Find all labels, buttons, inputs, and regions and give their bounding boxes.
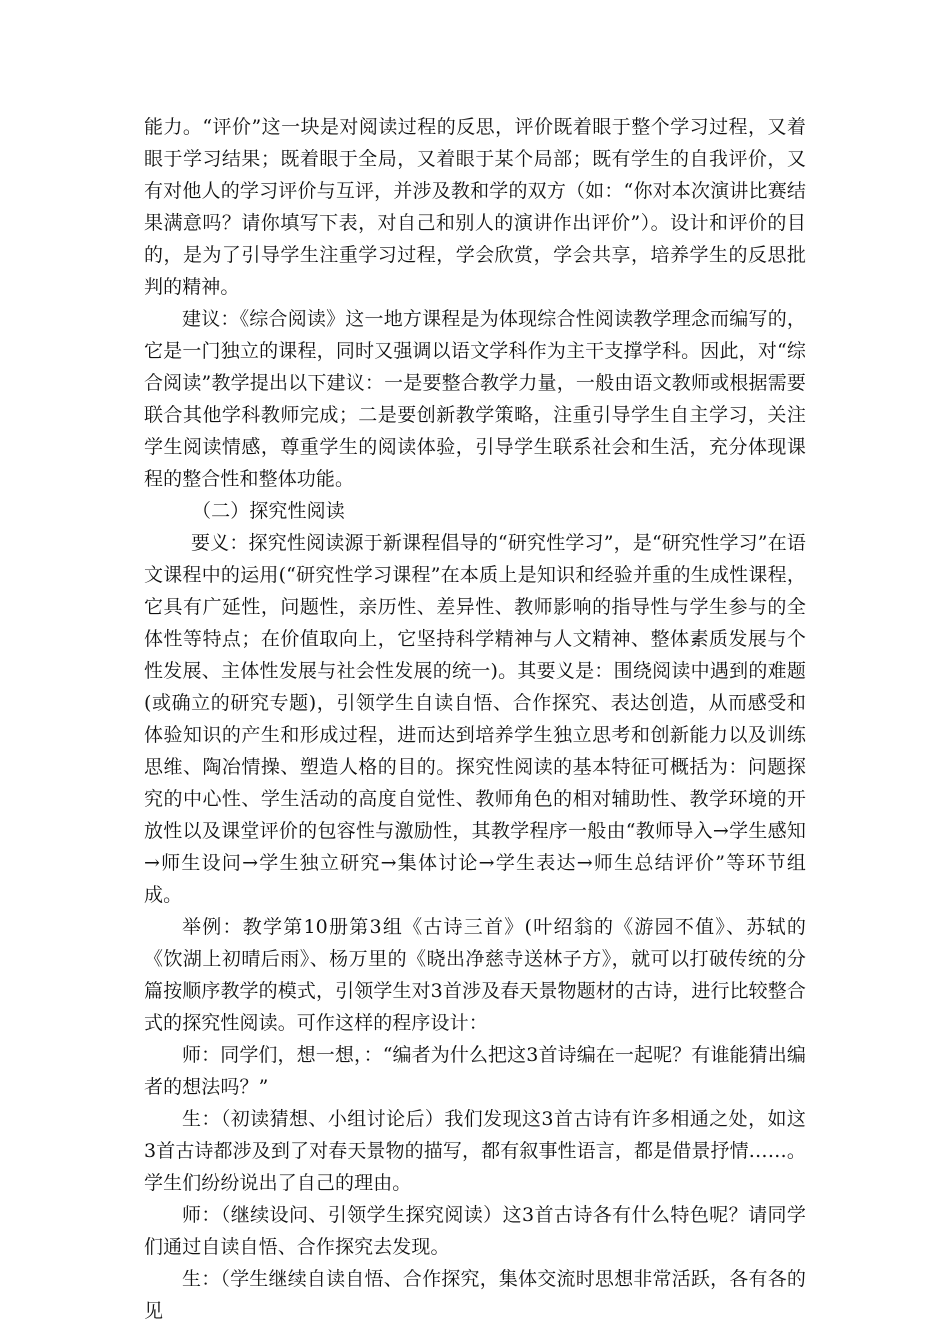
paragraph-student-answer-2: 生：（学生继续自读自悟、合作探究，集体交流时思想非常活跃，各有各的见 <box>144 1268 806 1322</box>
paragraph-evaluation: 能力。“评价”这一块是对阅读过程的反思，评价既着眼于整个学习过程，又着眼于学习结果；既着眼于全局，又着眼于某个局部；既有学生的自我评价，又有对他人的学习评价与互评，并涉及教和学的双方（如：“你对本次演讲比赛结果满意吗？请你填写下表，对自己和别人的演讲作出评价”）。设计和评价的目的，是为了引导学生注重学习过程，学会欣赏，学会共享，培养学生的反思批判的精神。 <box>144 116 806 298</box>
section-heading-inquiry-reading: （二）探究性阅读 <box>192 500 345 522</box>
paragraph-example: 举例：教学第10册第3组《古诗三首》(叶绍翁的《游园不值》、苏轼的《饮湖上初晴后雨》、杨万里的《晓出净慈寺送林子方》，就可以打破传统的分篇按顺序教学的模式，引领学生对3首涉及春天景物题材的古诗，进行比较整合式的探究性阅读。可作这样的程序设计： <box>144 916 806 1034</box>
paragraph-suggestion: 建议：《综合阅读》这一地方课程是为体现综合性阅读教学理念而编写的，它是一门独立的课程，同时又强调以语文学科作为主干支撑学科。因此，对“综合阅读”教学提出以下建议：一是要整合教学力量，一般由语文教师或根据需要联合其他学科教师完成；二是要创新教学策略，注重引导学生自主学习，关注学生阅读情感，尊重学生的阅读体验，引导学生联系社会和生活，充分体现课程的整合性和整体功能。 <box>144 308 806 490</box>
paragraph-student-answer-1: 生：（初读猜想、小组讨论后）我们发现这3首古诗有许多相通之处，如这3首古诗都涉及到了对春天景物的描写，都有叙事性语言，都是借景抒情……。学生们纷纷说出了自己的理由。 <box>144 1108 806 1194</box>
paragraph-teacher-question-1: 师：同学们，想一想，：“编者为什么把这3首诗编在一起呢？有谁能猜出编者的想法吗？” <box>144 1044 806 1098</box>
paragraph-teacher-question-2: 师：（继续设问、引领学生探究阅读）这3首古诗各有什么特色呢？请同学们通过自读自悟、合作探究去发现。 <box>144 1204 806 1258</box>
paragraph-essence: 要义：探究性阅读源于新课程倡导的“研究性学习”，是“研究性学习”在语文课程中的运用(“研究性学习课程”在本质上是知识和经验并重的生成性课程，它具有广延性，问题性，亲历性、差异性、教师影响的指导性与学生参与的全体性等特点；在价值取向上，它坚持科学精神与人文精神、整体素质发展与个性发展、主体性发展与社会性发展的统一)。其要义是：围绕阅读中遇到的难题(或确立的研究专题)，引领学生自读自悟、合作探究、表达创造，从而感受和体验知识的产生和形成过程，进而达到培养学生独立思考和创新能力以及训练思维、陶冶情操、塑造人格的目的。探究性阅读的基本特征可概括为：问题探究的中心性、学生活动的高度自觉性、教师角色的相对辅助性、教学环境的开放性以及课堂评价的包容性与激励性，其教学程序一般由“教师导入→学生感知→师生设问→学生独立研究→集体讨论→学生表达→师生总结评价”等环节组成。 <box>144 532 806 906</box>
document-body <box>144 111 806 1327</box>
